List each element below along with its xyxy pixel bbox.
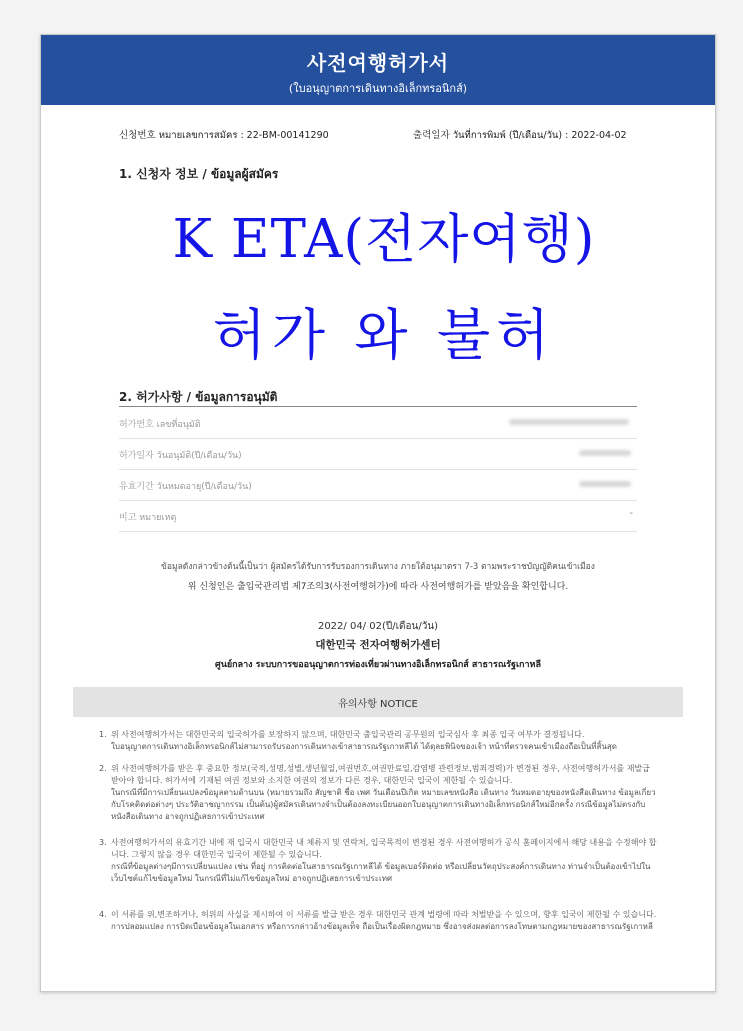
section1-title: 1. 신청자 정보 / ข้อมูลผู้สมัคร [119,167,279,181]
document-header [41,35,715,105]
application-number: 신청번호 หมายเลขการสมัคร : 22-BM-00141290 [119,130,329,141]
remarks-value: - [629,508,633,519]
redacted-value [509,419,629,425]
permit-row-number [119,407,637,439]
permit-document [40,34,716,992]
issuing-center-thai: ศูนย์กลาง ระบบการขออนุญาตการท่องเที่ยวผ่านทางอิเล็กทรอนิกส์ สาธารณรัฐเกาหลี [214,660,541,670]
notice-item-4 [99,909,659,933]
caption-overlay [86,183,682,383]
notice-header-bar [73,687,683,717]
notice-text-korean: 위 사전여행허가를 받은 후 중요한 정보(국적,성명,성별,생년월일,여권번호,여권만료일,감염병 관련정보,범죄경력)가 변경된 경우, 사전여행허가서를 재발급 받아야 합니다. 허가서에 기재된 여권 정보와 소지한 여권의 정보가 다른 경우, 대한민국 입국이 제한될 수 있습니다. [111,764,650,785]
notice-item-1 [99,729,659,753]
notice-number: 4. [99,910,107,919]
overlay-subtitle: 허가 와 불허 [212,303,556,367]
issuing-center-korean: 대한민국 전자여행허가센터 [315,639,441,651]
row-label: 허가일자 วันอนุมัติ(ปี/เดือน/วัน) [119,451,242,461]
issue-date: 2022/ 04/ 02(ปี/เดือน/วัน) [317,621,439,632]
notice-text-korean: 이 서류를 위,변조하거나, 허위의 사실을 제시하여 이 서류를 발급 받은 경우 대한민국 관계 법령에 따라 처벌받을 수 있으며, 향후 입국이 제한될 수 있습니다. [111,910,657,919]
notice-number: 3. [99,838,107,847]
notice-item-2 [99,763,659,823]
permit-row-date [119,438,637,470]
permit-row-expiry [119,469,637,501]
print-date: 출력일자 วันที่การพิมพ์ (ปี/เดือน/วัน) : 2022-04-02 [413,130,627,141]
row-label: 허가번호 เลขที่อนุมัติ [119,420,201,430]
section2-title: 2. 허가사항 / ข้อมูลการอนุมัติ [119,390,278,404]
statement-korean: 위 신청인은 출입국관리법 제7조의3(사전여행허가)에 따라 사전여행허가를 받았음을 확인합니다. [187,582,569,592]
redacted-value [579,481,631,487]
notice-number: 2. [99,764,107,773]
statement-thai: ข้อมูลดังกล่าวข้างต้นนี้เป็นว่า ผู้สมัครได้รับการรับรองการเดินทาง ภายใต้อนุมาตรา 7-3 ตามพระราชบัญญัติคนเข้าเมือง [161,562,595,572]
row-label: 비고 หมายเหตุ [119,513,177,523]
notice-text-thai: ในกรณีที่มีการเปลี่ยนแปลงข้อมูลตามด้านบน (หมายรวมถึง สัญชาติ ชื่อ เพศ วันเดือนปีเกิด หมายเลขหนังสือ เดินทาง วันหมดอายุของหนังสือเดินทาง ข้อมูลเกี่ยวกับโรคติดต่อต่างๆ ประวัติอาชญากรรม เป็นต้น)ผู้สมัครเดินทางจำเป็นต้องลงทะเบียนออกใบอนุญาตการเดินทางอิเล็กทรอนิกส์ใหม่อีกครั้ง กรณีข้อมูลไม่ตรงกับหนังสือเดินทาง อาจถูกปฏิเสธการเข้าประเทศ [111,788,656,821]
notice-title: 유의사항 NOTICE [338,699,418,710]
permit-row-remarks [119,500,637,532]
document-subtitle: (ใบอนุญาตการเดินทางอิเล็กทรอนิกส์) [288,82,468,95]
notice-text-korean: 사전여행허가서의 유효기간 내에 재 입국시 대한민국 내 체류지 및 연락처, 입국목적이 변경된 경우 사전여행허가 공식 홈페이지에서 해당 내용을 수정해야 합니다. 그렇지 않을 경우 대한민국 입국이 제한될 수 있습니다. [111,838,657,859]
redacted-value [579,450,631,456]
notice-text-thai: ใบอนุญาตการเดินทางอิเล็กทรอนิกส์ไม่สามารถรับรองการเดินทางเข้าสาธารณรัฐเกาหลีได้ ได้ดุลยพินิจของเจ้า หน้าที่ตรวจคนเข้าเมืองถือเป็นที่สิ้นสุด [111,742,617,751]
row-label: 유효기간 วันหมดอายุ(ปี/เดือน/วัน) [119,482,252,492]
notice-item-3 [99,837,659,885]
notice-text-korean: 위 사전여행허가서는 대한민국의 입국허가를 보장하지 않으며, 대한민국 출입국관리 공무원의 입국심사 후 최종 입국 여부가 결정됩니다. [111,730,585,739]
notice-text-thai: กรณีที่ข้อมูลต่างๆมีการเปลี่ยนแปลง เช่น ที่อยู่ การติดต่อในสาธารณรัฐเกาหลีได้ ข้อมูลเบอร์ติดต่อ หรือเปลี่ยนวัตถุประสงค์การเดินทาง ท่านจำเป็นต้องเข้าไปในเว็บไซต์แก้ไขข้อมูลใหม่ ในกรณีที่ไม่แก้ไขข้อมูลใหม่ อาจถูกปฏิเสธการเข้าประเทศ [111,862,651,883]
overlay-title: K ETA(전자여행) [172,209,596,270]
notice-number: 1. [99,730,107,739]
document-title: 사전여행허가서 [306,51,450,75]
notice-text-thai: การปลอมแปลง การบิดเบือนข้อมูลในเอกสาร หรือการกล่าวอ้างข้อมูลเท็จ ถือเป็นเรื่องผิดกฎหมาย ซึ่งอาจส่งผลต่อการลงโทษตามกฎหมายของสาธารณรัฐเกาหลี [111,922,653,931]
